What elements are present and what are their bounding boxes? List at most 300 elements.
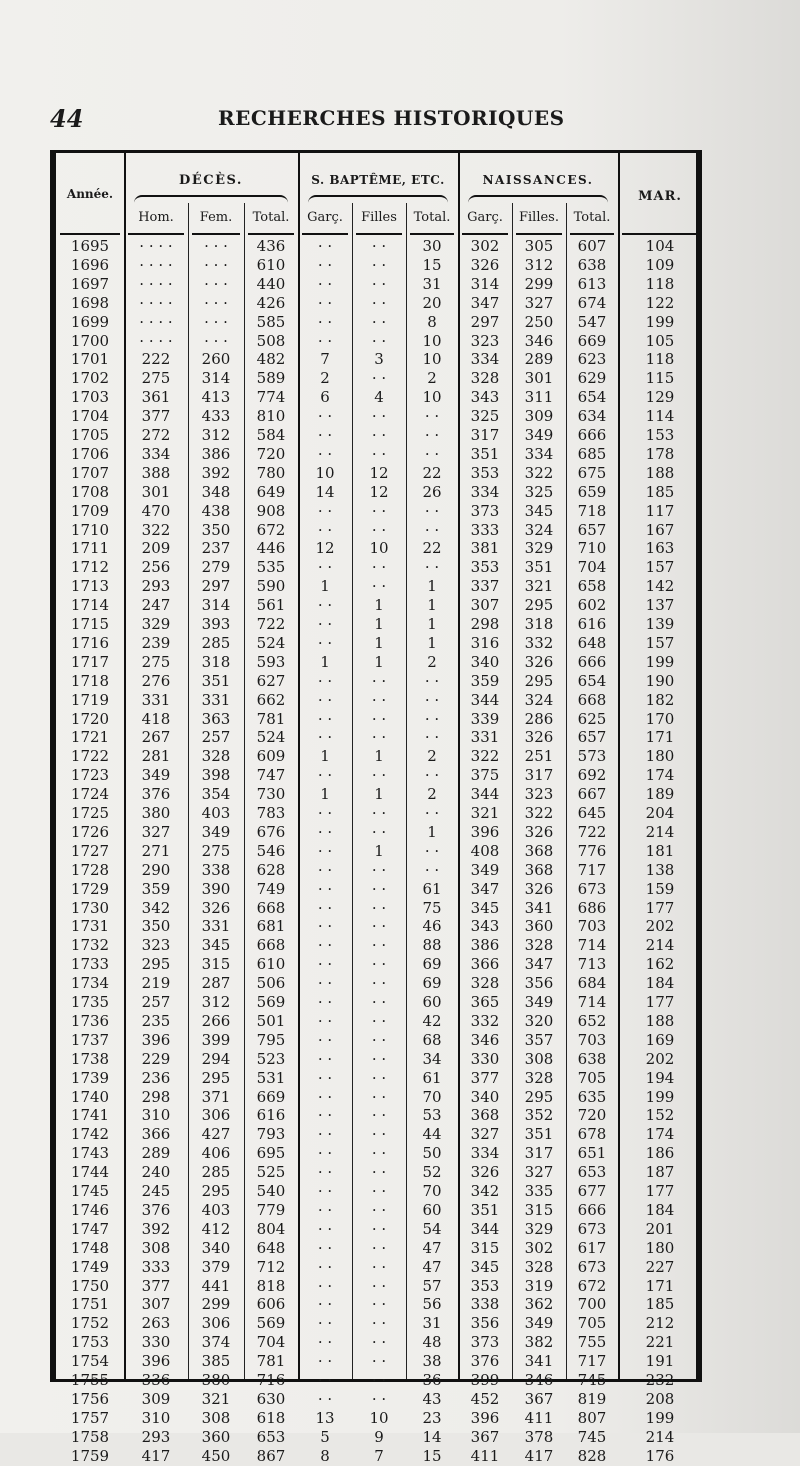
cell-total-bapteme: 69 [422,955,442,974]
cell-garc-bapteme: 6 [320,388,330,407]
cell-filles-bapteme: · · [371,1106,387,1125]
cell-total-bapteme: 14 [422,1427,442,1446]
cell-total-bapteme: 70 [422,1087,442,1106]
cell-total-deces: 672 [256,520,286,539]
cell-filles-naissances: 349 [524,993,554,1011]
cell-mar: 221 [645,1333,675,1352]
cell-filles-bapteme: · · [371,1163,387,1182]
cell-garc-naissances: 376 [470,1352,500,1371]
cell-total-naissances: 672 [577,1276,607,1295]
cell-mar: 190 [645,671,675,690]
cell-total-bapteme: 53 [422,1106,442,1125]
cell-filles-naissances: 411 [524,1408,554,1427]
cell-total-naissances: 635 [577,1087,607,1106]
cell-garc-bapteme: · · [317,1352,333,1371]
cell-garc-bapteme: · · [317,1276,333,1295]
cell-garc-bapteme: 2 [320,369,330,388]
cell-hom: · · · · [139,255,173,274]
cell-total-naissances: 629 [577,369,607,388]
cell-filles-bapteme: · · [371,255,387,274]
cell-fem: 297 [201,577,231,596]
cell-mar: 142 [645,577,675,596]
cell-filles-bapteme: · · [371,1068,387,1087]
cell-mar: 162 [645,955,675,974]
cell-garc-naissances: 342 [470,1182,500,1200]
cell-total-naissances: 692 [577,766,607,785]
cell-fem: 295 [201,1068,231,1087]
cell-filles-bapteme: · · [371,898,387,917]
cell-garc-naissances: 345 [470,898,500,917]
cell-garc-naissances: 326 [470,1163,500,1182]
cell-total-bapteme: 8 [427,312,437,331]
cell-total-naissances: 673 [577,1257,607,1276]
cell-annee: 1758 [70,1427,110,1446]
cell-total-bapteme: 15 [422,1446,442,1465]
cell-garc-bapteme: · · [317,1068,333,1087]
cell-filles-bapteme: · · [371,690,387,709]
cell-total-naissances: 653 [577,1163,607,1182]
cell-total-bapteme: 75 [422,898,442,917]
cell-total-naissances: 616 [577,615,607,633]
cell-annee: 1715 [70,615,110,633]
sub-hom-header: Hom. [138,210,174,225]
cell-annee: 1748 [70,1238,110,1257]
cell-garc-bapteme: 5 [320,1427,330,1446]
cell-annee: 1750 [70,1276,110,1295]
cell-garc-bapteme: · · [317,728,333,747]
cell-filles-naissances: 302 [524,1238,554,1257]
cell-mar: 171 [645,1276,675,1295]
table-row [56,691,696,710]
cell-garc-naissances: 368 [470,1106,500,1125]
cell-mar: 199 [645,1408,675,1427]
cell-fem: 315 [201,955,231,974]
cell-garc-naissances: 331 [470,728,500,747]
cell-filles-bapteme: 1 [374,615,384,633]
cell-garc-bapteme: · · [317,898,333,917]
table-row [56,1390,696,1409]
cell-total-deces: 436 [256,237,286,255]
cell-garc-bapteme: 14 [315,482,335,501]
cell-fem: 379 [201,1257,231,1276]
cell-filles-naissances: 346 [524,331,554,350]
cell-total-deces: 618 [256,1408,286,1427]
cell-garc-bapteme: · · [317,1371,333,1389]
cell-filles-bapteme: · · [371,1276,387,1295]
cell-mar: 167 [645,520,675,539]
cell-total-bapteme: 61 [422,879,442,898]
cell-garc-bapteme: · · [317,974,333,993]
cell-annee: 1719 [70,690,110,709]
cell-garc-naissances: 367 [470,1427,500,1446]
cell-filles-bapteme: · · [371,974,387,993]
cell-fem: 380 [201,1371,231,1389]
table-row [56,1201,696,1220]
cell-filles-naissances: 321 [524,577,554,596]
cell-total-naissances: 717 [577,860,607,879]
cell-total-deces: 524 [256,633,286,652]
cell-hom: 350 [141,917,171,936]
cell-filles-naissances: 351 [524,558,554,577]
cell-garc-bapteme: · · [317,312,333,331]
cell-hom: 376 [141,1200,171,1219]
cell-filles-bapteme: 1 [374,596,384,615]
cell-filles-naissances: 328 [524,1068,554,1087]
cell-hom: 333 [141,1257,171,1276]
cell-garc-naissances: 330 [470,1049,500,1068]
cell-total-bapteme: 47 [422,1238,442,1257]
sub-garc1-header: Garç. [307,210,343,225]
cell-total-deces: 593 [256,652,286,671]
cell-mar: 118 [645,274,675,293]
cell-garc-naissances: 326 [470,255,500,274]
cell-annee: 1695 [70,237,110,255]
cell-total-bapteme: 34 [422,1049,442,1068]
cell-mar: 118 [645,350,675,369]
header-underline-fem [192,233,240,235]
table-row [56,672,696,691]
cell-fem: 306 [201,1106,231,1125]
cell-mar: 177 [645,1182,675,1200]
cell-garc-bapteme: 1 [320,747,330,766]
cell-mar: 163 [645,539,675,558]
cell-garc-naissances: 359 [470,671,500,690]
cell-total-naissances: 668 [577,690,607,709]
cell-mar: 159 [645,879,675,898]
header-underline-mar [622,233,698,235]
cell-garc-naissances: 334 [470,350,500,369]
cell-total-bapteme: 20 [422,293,442,312]
cell-total-naissances: 648 [577,633,607,652]
table-row [56,369,696,388]
cell-total-deces: 720 [256,444,286,463]
sub-fem-header: Fem. [199,210,233,225]
cell-total-bapteme: 60 [422,993,442,1011]
cell-mar: 174 [645,766,675,785]
cell-total-bapteme: · · [424,501,440,520]
cell-mar: 181 [645,841,675,860]
cell-filles-bapteme: · · [371,312,387,331]
cell-total-naissances: 645 [577,804,607,822]
cell-total-bapteme: 30 [422,237,442,255]
cell-filles-naissances: 349 [524,426,554,444]
cell-filles-bapteme: · · [371,274,387,293]
cell-total-bapteme: 47 [422,1257,442,1276]
cell-filles-bapteme: · · [371,237,387,255]
table-row [56,1352,696,1371]
header-underline-garc2 [462,233,508,235]
table-row [56,1295,696,1314]
cell-total-deces: 508 [256,331,286,350]
cell-mar: 199 [645,652,675,671]
cell-total-bapteme: 1 [427,577,437,596]
cell-mar: 138 [645,860,675,879]
cell-total-naissances: 819 [577,1389,607,1408]
cell-mar: 185 [645,1295,675,1314]
cell-mar: 104 [645,237,675,255]
cell-total-deces: 561 [256,596,286,615]
cell-total-deces: 795 [256,1030,286,1049]
cell-garc-bapteme: · · [317,671,333,690]
cell-filles-naissances: 327 [524,293,554,312]
page-header [50,104,700,134]
cell-total-deces: 649 [256,482,286,501]
cell-filles-naissances: 324 [524,690,554,709]
cell-garc-naissances: 345 [470,1257,500,1276]
cell-garc-naissances: 373 [470,501,500,520]
cell-garc-naissances: 302 [470,237,500,255]
cell-garc-bapteme: · · [317,633,333,652]
cell-filles-naissances: 378 [524,1427,554,1446]
cell-annee: 1734 [70,974,110,993]
cell-annee: 1716 [70,633,110,652]
cell-annee: 1709 [70,501,110,520]
cell-garc-bapteme: · · [317,274,333,293]
cell-garc-naissances: 347 [470,879,500,898]
cell-hom: 309 [141,1389,171,1408]
cell-garc-naissances: 373 [470,1333,500,1352]
cell-filles-naissances: 335 [524,1182,554,1200]
cell-annee: 1753 [70,1333,110,1352]
cell-total-naissances: 685 [577,444,607,463]
cell-fem: 285 [201,1163,231,1182]
cell-fem: 412 [201,1219,231,1238]
cell-fem: 403 [201,804,231,822]
cell-filles-bapteme: · · [371,1144,387,1163]
cell-total-bapteme: 38 [422,1352,442,1371]
cell-total-deces: 774 [256,388,286,407]
cell-garc-bapteme: · · [317,293,333,312]
sub-total1-header: Total. [252,210,290,225]
cell-filles-naissances: 362 [524,1295,554,1314]
cell-annee: 1703 [70,388,110,407]
cell-filles-bapteme: · · [371,1049,387,1068]
cell-filles-naissances: 326 [524,822,554,841]
cell-total-naissances: 654 [577,388,607,407]
cell-annee: 1726 [70,822,110,841]
cell-garc-naissances: 337 [470,577,500,596]
cell-garc-naissances: 334 [470,482,500,501]
cell-hom: 377 [141,1276,171,1295]
cell-total-deces: 628 [256,860,286,879]
cell-fem: 340 [201,1238,231,1257]
cell-filles-naissances: 323 [524,785,554,804]
cell-hom: 380 [141,804,171,822]
cell-mar: 186 [645,1144,675,1163]
cell-annee: 1717 [70,652,110,671]
cell-total-deces: 446 [256,539,286,558]
cell-mar: 202 [645,917,675,936]
cell-hom: 289 [141,1144,171,1163]
sub-garc2-header: Garç. [467,210,503,225]
cell-garc-naissances: 349 [470,860,500,879]
cell-annee: 1729 [70,879,110,898]
cell-filles-naissances: 382 [524,1333,554,1352]
cell-total-deces: 616 [256,1106,286,1125]
cell-total-naissances: 807 [577,1408,607,1427]
cell-fem: · · · [204,237,228,255]
cell-hom: 295 [141,955,171,974]
cell-fem: 314 [201,369,231,388]
table-row [56,842,696,861]
cell-hom: 388 [141,463,171,482]
cell-total-deces: 818 [256,1276,286,1295]
sub-total2-header: Total. [413,210,451,225]
cell-garc-naissances: 356 [470,1314,500,1333]
cell-fem: 257 [201,728,231,747]
cell-total-deces: 523 [256,1049,286,1068]
cell-garc-bapteme: · · [317,237,333,255]
cell-filles-naissances: 318 [524,615,554,633]
cell-hom: 377 [141,407,171,426]
cell-total-deces: 535 [256,558,286,577]
table-row [56,596,696,615]
cell-hom: 417 [141,1446,171,1465]
cell-total-deces: 780 [256,463,286,482]
cell-hom: 392 [141,1219,171,1238]
table-row [56,766,696,785]
cell-total-deces: 669 [256,1087,286,1106]
cell-total-bapteme: 31 [422,274,442,293]
cell-total-deces: 531 [256,1068,286,1087]
cell-fem: 427 [201,1125,231,1144]
cell-fem: · · · [204,274,228,293]
cell-garc-naissances: 353 [470,1276,500,1295]
cell-mar: 157 [645,633,675,652]
cell-hom: 310 [141,1106,171,1125]
cell-total-naissances: 722 [577,822,607,841]
table-row [56,1371,696,1390]
cell-filles-naissances: 295 [524,1087,554,1106]
cell-filles-naissances: 312 [524,255,554,274]
cell-filles-bapteme: · · [371,1257,387,1276]
cell-filles-naissances: 368 [524,841,554,860]
table-row [56,880,696,899]
cell-total-naissances: 714 [577,936,607,955]
header-underline-annee [60,233,120,235]
cell-total-naissances: 652 [577,1011,607,1030]
cell-annee: 1733 [70,955,110,974]
cell-filles-bapteme: · · [371,293,387,312]
cell-filles-naissances: 301 [524,369,554,388]
cell-filles-naissances: 319 [524,1276,554,1295]
cell-total-naissances: 745 [577,1427,607,1446]
cell-total-deces: 569 [256,1314,286,1333]
cell-filles-bapteme: · · [371,1219,387,1238]
cell-fem: 287 [201,974,231,993]
cell-annee: 1739 [70,1068,110,1087]
cell-total-naissances: 714 [577,993,607,1011]
cell-hom: 366 [141,1125,171,1144]
cell-fem: 433 [201,407,231,426]
cell-annee: 1744 [70,1163,110,1182]
cell-filles-naissances: 347 [524,955,554,974]
cell-total-deces: 716 [256,1371,286,1389]
cell-hom: 256 [141,558,171,577]
cell-hom: 290 [141,860,171,879]
cell-total-naissances: 673 [577,1219,607,1238]
cell-hom: 275 [141,369,171,388]
cell-garc-bapteme: · · [317,1030,333,1049]
cell-fem: 349 [201,822,231,841]
cell-filles-bapteme: · · [371,577,387,596]
header-underline-filles1 [356,233,402,235]
cell-fem: 266 [201,1011,231,1030]
cell-fem: 363 [201,709,231,728]
cell-hom: 308 [141,1238,171,1257]
cell-total-deces: 781 [256,1352,286,1371]
cell-annee: 1735 [70,993,110,1011]
cell-garc-naissances: 347 [470,293,500,312]
cell-hom: 342 [141,898,171,917]
cell-total-naissances: 673 [577,879,607,898]
cell-total-deces: 653 [256,1427,286,1446]
cell-garc-bapteme: · · [317,936,333,955]
cell-total-naissances: 713 [577,955,607,974]
cell-filles-bapteme: · · [371,369,387,388]
cell-fem: 374 [201,1333,231,1352]
cell-hom: 396 [141,1030,171,1049]
cell-filles-bapteme: · · [371,804,387,822]
cell-fem: 403 [201,1200,231,1219]
cell-garc-naissances: 344 [470,785,500,804]
cell-annee: 1699 [70,312,110,331]
cell-filles-bapteme: 3 [374,350,384,369]
cell-filles-bapteme: · · [371,822,387,841]
cell-filles-naissances: 308 [524,1049,554,1068]
cell-total-deces: 525 [256,1163,286,1182]
cell-filles-bapteme: 10 [369,1408,389,1427]
cell-hom: 323 [141,936,171,955]
cell-fem: 345 [201,936,231,955]
cell-total-naissances: 634 [577,407,607,426]
cell-garc-bapteme: 12 [315,539,335,558]
cell-total-bapteme: 50 [422,1144,442,1163]
cell-mar: 157 [645,558,675,577]
cell-mar: 177 [645,993,675,1011]
cell-total-bapteme: · · [424,426,440,444]
cell-fem: 321 [201,1389,231,1408]
cell-total-naissances: 720 [577,1106,607,1125]
cell-fem: 314 [201,596,231,615]
table-row [56,502,696,521]
table-row [56,936,696,955]
cell-filles-naissances: 417 [524,1446,554,1465]
cell-filles-naissances: 341 [524,1352,554,1371]
table-row [56,332,696,351]
cell-filles-bapteme: · · [371,1314,387,1333]
cell-hom: 247 [141,596,171,615]
cell-fem: 441 [201,1276,231,1295]
cell-annee: 1713 [70,577,110,596]
cell-filles-bapteme: 7 [374,1446,384,1465]
table-row [56,1258,696,1277]
col-mar-header: MAR. [638,189,682,204]
cell-hom: 293 [141,1427,171,1446]
cell-total-bapteme: 22 [422,539,442,558]
cell-hom: 359 [141,879,171,898]
cell-hom: 245 [141,1182,171,1200]
cell-garc-naissances: 340 [470,1087,500,1106]
cell-annee: 1704 [70,407,110,426]
cell-filles-naissances: 351 [524,1125,554,1144]
cell-total-bapteme: 2 [427,652,437,671]
cell-hom: 222 [141,350,171,369]
cell-filles-bapteme: 1 [374,785,384,804]
cell-total-bapteme: 70 [422,1182,442,1200]
cell-total-naissances: 657 [577,728,607,747]
cell-mar: 109 [645,255,675,274]
